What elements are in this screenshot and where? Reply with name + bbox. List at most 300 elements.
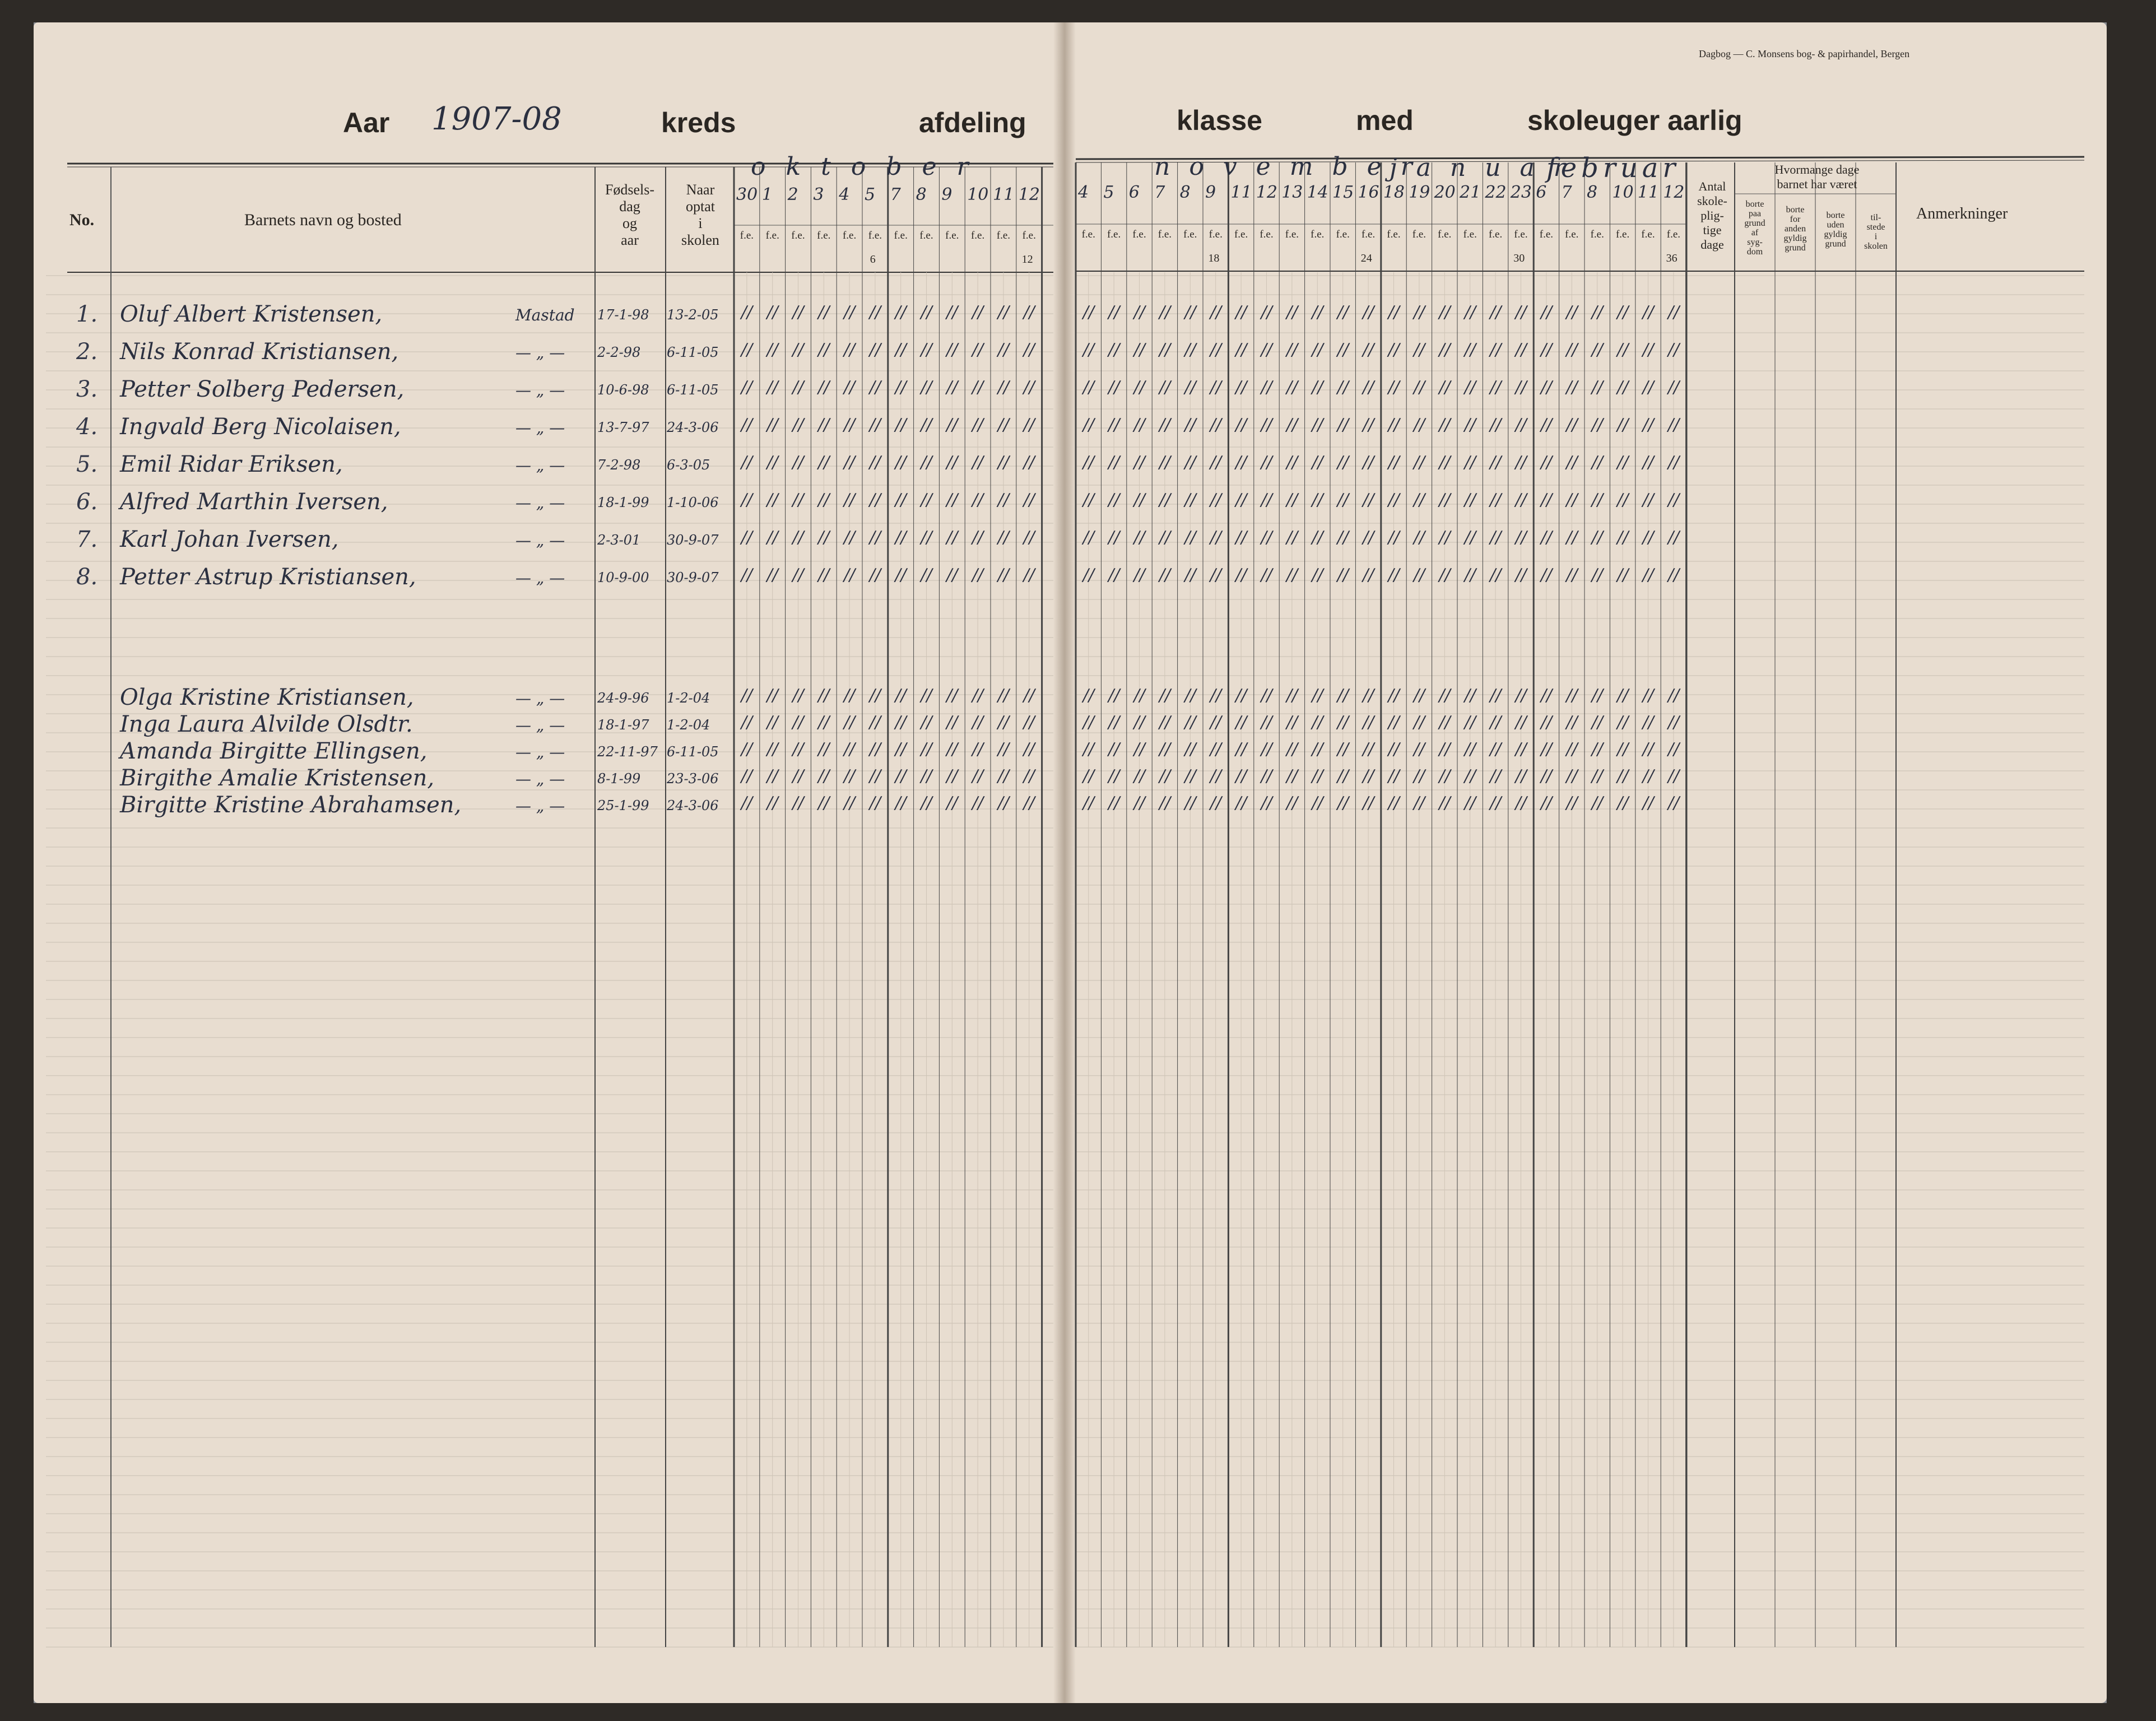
attendance-tick: // — [1082, 303, 1095, 322]
attendance-tick: // — [1082, 528, 1095, 547]
student-place: — „ — — [515, 381, 565, 399]
attendance-tick: // — [1642, 686, 1654, 705]
student-name: Inga Laura Alvilde Olsdtr. — [120, 711, 413, 737]
attendance-tick: // — [1159, 713, 1171, 732]
student-name: Olga Kristine Kristiansen, — [120, 685, 414, 710]
attendance-tick: // — [921, 490, 932, 510]
attendance-tick: // — [946, 340, 958, 360]
row-number: 3. — [76, 376, 98, 402]
attendance-tick: // — [1363, 303, 1374, 322]
aar-label: Aar — [343, 107, 390, 138]
student-name: Karl Johan Iversen, — [120, 527, 339, 552]
attendance-tick: // — [1133, 793, 1145, 813]
attendance-tick: // — [921, 766, 932, 786]
attendance-tick: // — [1668, 713, 1680, 732]
attendance-tick: // — [1439, 490, 1451, 510]
attendance-tick: // — [1312, 565, 1323, 585]
attendance-tick: // — [1235, 453, 1247, 472]
attendance-tick: // — [792, 793, 804, 813]
student-admitted: 6-11-05 — [667, 345, 719, 360]
student-name: Nils Konrad Kristiansen, — [120, 339, 399, 365]
attendance-tick: // — [1312, 340, 1323, 360]
row-number: 7. — [76, 527, 98, 552]
attendance-tick: // — [766, 739, 778, 759]
attendance-tick: // — [1133, 453, 1145, 472]
attendance-tick: // — [1235, 739, 1247, 759]
attendance-tick: // — [1159, 766, 1171, 786]
attendance-tick: // — [792, 303, 804, 322]
attendance-tick: // — [1642, 378, 1654, 397]
attendance-tick: // — [1159, 490, 1171, 510]
attendance-tick: // — [1490, 453, 1502, 472]
attendance-tick: // — [1261, 565, 1272, 585]
fe-label-right: f.e. — [1183, 229, 1197, 240]
attendance-tick: // — [1363, 453, 1374, 472]
attendance-tick: // — [1023, 739, 1035, 759]
attendance-tick: // — [946, 453, 958, 472]
day-number-left: 4 — [839, 185, 850, 204]
attendance-tick: // — [972, 490, 984, 510]
attendance-tick: // — [997, 378, 1010, 397]
fe-label-right: f.e. — [1387, 229, 1401, 240]
day-number-right: 11 — [1230, 183, 1252, 202]
afdeling-label: afdeling — [919, 107, 1026, 138]
fe-label-left: f.e. — [970, 230, 985, 241]
student-birth: 24-9-96 — [597, 690, 649, 706]
attendance-tick: // — [895, 793, 907, 813]
attendance-tick: // — [997, 303, 1010, 322]
attendance-tick: // — [997, 528, 1010, 547]
col-anden: borte for anden gyldig grund — [1783, 205, 1807, 253]
attendance-tick: // — [1388, 303, 1400, 322]
attendance-tick: // — [792, 713, 804, 732]
attendance-tick: // — [1439, 793, 1451, 813]
attendance-tick: // — [1023, 490, 1035, 510]
fe-label-right: f.e. — [1463, 229, 1477, 240]
student-place: — „ — — [515, 743, 565, 761]
attendance-tick: // — [1515, 303, 1527, 322]
col-anmerkninger: Anmerkninger — [1916, 205, 2008, 222]
week-number: 36 — [1666, 252, 1678, 264]
attendance-tick: // — [1617, 453, 1629, 472]
attendance-tick: // — [1617, 686, 1629, 705]
attendance-tick: // — [869, 490, 881, 510]
col-name: Barnets navn og bosted — [244, 211, 402, 229]
student-admitted: 6-11-05 — [667, 744, 719, 760]
attendance-tick: // — [1286, 565, 1298, 585]
attendance-tick: // — [1210, 490, 1222, 510]
attendance-tick: // — [997, 766, 1010, 786]
attendance-tick: // — [1337, 565, 1349, 585]
attendance-tick: // — [869, 453, 881, 472]
attendance-tick: // — [1490, 528, 1502, 547]
attendance-tick: // — [1235, 303, 1247, 322]
attendance-tick: // — [766, 713, 778, 732]
attendance-tick: // — [1668, 793, 1680, 813]
fe-label-left: f.e. — [842, 230, 857, 241]
day-number-right: 6 — [1128, 183, 1140, 202]
attendance-tick: // — [1388, 739, 1400, 759]
week-number: 12 — [1021, 253, 1033, 266]
attendance-tick: // — [1464, 453, 1476, 472]
attendance-tick: // — [1388, 686, 1400, 705]
attendance-tick: // — [1023, 528, 1035, 547]
attendance-tick: // — [1133, 766, 1145, 786]
day-number-right: 13 — [1281, 183, 1303, 202]
attendance-tick: // — [1184, 766, 1196, 786]
attendance-tick: // — [1337, 303, 1349, 322]
student-place: — „ — — [515, 494, 565, 512]
fe-label-right: f.e. — [1361, 229, 1376, 240]
attendance-tick: // — [1490, 490, 1502, 510]
student-admitted: 24-3-06 — [667, 420, 719, 435]
attendance-tick: // — [1108, 415, 1120, 435]
attendance-tick: // — [1490, 713, 1502, 732]
row-number: 6. — [76, 489, 98, 515]
attendance-tick: // — [1082, 739, 1095, 759]
attendance-tick: // — [1388, 713, 1400, 732]
attendance-tick: // — [1363, 378, 1374, 397]
month-oktober: oktober — [751, 152, 989, 181]
attendance-tick: // — [1337, 766, 1349, 786]
attendance-tick: // — [1566, 415, 1578, 435]
attendance-tick: // — [1363, 490, 1374, 510]
attendance-tick: // — [921, 686, 932, 705]
attendance-tick: // — [972, 415, 984, 435]
attendance-tick: // — [946, 766, 958, 786]
attendance-tick: // — [895, 528, 907, 547]
week-number: 30 — [1513, 252, 1525, 264]
col-birth: Fødsels- dag og aar — [605, 182, 655, 248]
skoleuger-label: skoleuger aarlig — [1527, 105, 1743, 136]
fe-label-right: f.e. — [1590, 229, 1604, 240]
attendance-tick: // — [869, 528, 881, 547]
attendance-tick: // — [1591, 793, 1604, 813]
attendance-tick: // — [1388, 453, 1400, 472]
attendance-tick: // — [1286, 490, 1298, 510]
attendance-tick: // — [1133, 415, 1145, 435]
attendance-tick: // — [972, 739, 984, 759]
attendance-tick: // — [1312, 453, 1323, 472]
fe-label-right: f.e. — [1615, 229, 1630, 240]
fe-label-right: f.e. — [1158, 229, 1172, 240]
attendance-tick: // — [1133, 686, 1145, 705]
attendance-tick: // — [1541, 686, 1553, 705]
attendance-tick: // — [741, 686, 753, 705]
row-number: 2. — [76, 339, 98, 365]
attendance-tick: // — [1023, 378, 1035, 397]
attendance-tick: // — [1312, 766, 1323, 786]
attendance-tick: // — [1541, 739, 1553, 759]
attendance-tick: // — [741, 453, 753, 472]
attendance-tick: // — [1337, 793, 1349, 813]
attendance-tick: // — [997, 739, 1010, 759]
attendance-tick: // — [844, 739, 856, 759]
attendance-tick: // — [869, 303, 881, 322]
attendance-tick: // — [921, 340, 932, 360]
attendance-tick: // — [1566, 793, 1578, 813]
student-birth: 10-6-98 — [597, 382, 649, 398]
attendance-tick: // — [1312, 739, 1323, 759]
attendance-tick: // — [1286, 686, 1298, 705]
med-label: med — [1356, 105, 1414, 136]
month-november: november — [1154, 152, 1432, 181]
fe-label-right: f.e. — [1514, 229, 1528, 240]
attendance-tick: // — [1668, 415, 1680, 435]
attendance-tick: // — [1541, 528, 1553, 547]
col-uden: borte uden gyldig grund — [1824, 211, 1847, 249]
student-name: Birgitte Kristine Abrahamsen, — [120, 792, 462, 818]
klasse-label: klasse — [1177, 105, 1262, 136]
attendance-tick: // — [1515, 415, 1527, 435]
attendance-tick: // — [1286, 453, 1298, 472]
fe-label-right: f.e. — [1488, 229, 1503, 240]
attendance-tick: // — [869, 415, 881, 435]
attendance-tick: // — [921, 415, 932, 435]
attendance-tick: // — [1159, 378, 1171, 397]
attendance-tick: // — [1642, 340, 1654, 360]
attendance-tick: // — [818, 713, 830, 732]
attendance-tick: // — [1261, 766, 1272, 786]
attendance-tick: // — [1642, 528, 1654, 547]
attendance-tick: // — [1210, 793, 1222, 813]
attendance-tick: // — [972, 378, 984, 397]
attendance-tick: // — [1566, 303, 1578, 322]
week-number: 18 — [1208, 252, 1220, 264]
attendance-tick: // — [792, 565, 804, 585]
attendance-tick: // — [1591, 453, 1604, 472]
attendance-tick: // — [1642, 793, 1654, 813]
attendance-tick: // — [1668, 565, 1680, 585]
attendance-tick: // — [869, 766, 881, 786]
attendance-tick: // — [1566, 528, 1578, 547]
attendance-tick: // — [972, 453, 984, 472]
col-no: No. — [69, 211, 95, 229]
attendance-tick: // — [1261, 378, 1272, 397]
attendance-tick: // — [766, 766, 778, 786]
attendance-tick: // — [1235, 378, 1247, 397]
fe-label-right: f.e. — [1438, 229, 1452, 240]
attendance-tick: // — [1668, 686, 1680, 705]
attendance-tick: // — [1515, 453, 1527, 472]
attendance-tick: // — [1490, 378, 1502, 397]
attendance-tick: // — [946, 303, 958, 322]
row-number: 4. — [76, 414, 98, 440]
attendance-tick: // — [1414, 340, 1425, 360]
attendance-tick: // — [1023, 793, 1035, 813]
attendance-tick: // — [1617, 739, 1629, 759]
attendance-tick: // — [921, 378, 932, 397]
student-place: — „ — — [515, 343, 565, 362]
row-number: 1. — [76, 301, 98, 327]
attendance-tick: // — [792, 490, 804, 510]
attendance-tick: // — [869, 739, 881, 759]
student-admitted: 30-9-07 — [667, 532, 719, 548]
publisher-credit: Dagbog — C. Monsens bog- & papirhandel, Bergen — [1699, 48, 1910, 59]
attendance-tick: // — [1108, 686, 1120, 705]
col-hvor-header: Hvormange dage barnet har været — [1774, 162, 1860, 191]
attendance-tick: // — [1286, 303, 1298, 322]
attendance-tick: // — [1235, 565, 1247, 585]
student-name: Petter Solberg Pedersen, — [120, 376, 405, 402]
attendance-tick: // — [1312, 378, 1323, 397]
attendance-tick: // — [766, 565, 778, 585]
attendance-tick: // — [1464, 713, 1476, 732]
attendance-tick: // — [1464, 528, 1476, 547]
attendance-tick: // — [1159, 793, 1171, 813]
fe-label-left: f.e. — [765, 230, 779, 241]
student-place: Mastad — [515, 306, 575, 324]
attendance-tick: // — [946, 415, 958, 435]
attendance-tick: // — [818, 378, 830, 397]
attendance-tick: // — [1515, 565, 1527, 585]
day-number-right: 20 — [1434, 183, 1456, 202]
attendance-tick: // — [1388, 766, 1400, 786]
day-number-right: 12 — [1663, 183, 1685, 202]
day-number-left: 11 — [993, 185, 1015, 204]
attendance-tick: // — [1490, 565, 1502, 585]
attendance-tick: // — [1184, 565, 1196, 585]
attendance-tick: // — [1515, 766, 1527, 786]
attendance-tick: // — [972, 528, 984, 547]
attendance-tick: // — [1363, 793, 1374, 813]
attendance-tick: // — [1642, 490, 1654, 510]
fe-label-right: f.e. — [1107, 229, 1121, 240]
attendance-tick: // — [1108, 378, 1120, 397]
attendance-tick: // — [1235, 340, 1247, 360]
attendance-tick: // — [1023, 340, 1035, 360]
fe-label-right: f.e. — [1260, 229, 1274, 240]
attendance-tick: // — [946, 713, 958, 732]
attendance-tick: // — [972, 686, 984, 705]
attendance-tick: // — [1159, 340, 1171, 360]
attendance-tick: // — [1439, 415, 1451, 435]
attendance-tick: // — [844, 378, 856, 397]
fe-label-right: f.e. — [1132, 229, 1146, 240]
student-birth: 10-9-00 — [597, 570, 649, 585]
attendance-tick: // — [1082, 490, 1095, 510]
attendance-tick: // — [1642, 766, 1654, 786]
attendance-tick: // — [1261, 415, 1272, 435]
day-number-left: 12 — [1018, 185, 1040, 204]
attendance-tick: // — [818, 490, 830, 510]
attendance-tick: // — [1184, 303, 1196, 322]
attendance-tick: // — [1363, 739, 1374, 759]
attendance-tick: // — [1617, 303, 1629, 322]
attendance-tick: // — [844, 713, 856, 732]
attendance-tick: // — [997, 793, 1010, 813]
attendance-tick: // — [1082, 453, 1095, 472]
attendance-tick: // — [997, 490, 1010, 510]
attendance-tick: // — [844, 340, 856, 360]
day-number-left: 1 — [761, 185, 773, 204]
attendance-tick: // — [1591, 303, 1604, 322]
attendance-tick: // — [946, 378, 958, 397]
attendance-tick: // — [1337, 739, 1349, 759]
fe-label-left: f.e. — [894, 230, 908, 241]
attendance-tick: // — [1286, 793, 1298, 813]
attendance-tick: // — [1414, 766, 1425, 786]
attendance-tick: // — [1363, 686, 1374, 705]
day-number-left: 5 — [865, 185, 876, 204]
attendance-tick: // — [1363, 415, 1374, 435]
student-admitted: 13-2-05 — [667, 307, 719, 323]
attendance-tick: // — [1312, 415, 1323, 435]
student-name: Oluf Albert Kristensen, — [120, 301, 383, 327]
attendance-tick: // — [1184, 528, 1196, 547]
fe-label-left: f.e. — [740, 230, 754, 241]
attendance-tick: // — [1388, 793, 1400, 813]
student-admitted: 6-11-05 — [667, 382, 719, 398]
attendance-tick: // — [1312, 713, 1323, 732]
attendance-tick: // — [1363, 713, 1374, 732]
fe-label-left: f.e. — [945, 230, 959, 241]
attendance-tick: // — [1388, 528, 1400, 547]
attendance-tick: // — [1363, 766, 1374, 786]
attendance-tick: // — [1235, 528, 1247, 547]
month-februar: februar — [1546, 152, 1680, 184]
attendance-tick: // — [1515, 713, 1527, 732]
attendance-tick: // — [1515, 793, 1527, 813]
attendance-tick: // — [1337, 340, 1349, 360]
attendance-tick: // — [818, 686, 830, 705]
attendance-tick: // — [792, 378, 804, 397]
attendance-tick: // — [1184, 340, 1196, 360]
day-number-right: 9 — [1205, 183, 1216, 202]
attendance-tick: // — [921, 453, 932, 472]
student-place: — „ — — [515, 456, 565, 475]
attendance-tick: // — [972, 766, 984, 786]
student-place: — „ — — [515, 716, 565, 734]
attendance-tick: // — [1184, 453, 1196, 472]
attendance-tick: // — [921, 739, 932, 759]
attendance-tick: // — [1388, 490, 1400, 510]
attendance-tick: // — [1082, 766, 1095, 786]
attendance-tick: // — [1210, 340, 1222, 360]
attendance-tick: // — [818, 528, 830, 547]
attendance-tick: // — [741, 793, 753, 813]
attendance-tick: // — [1414, 565, 1425, 585]
attendance-tick: // — [766, 415, 778, 435]
attendance-tick: // — [1439, 739, 1451, 759]
attendance-tick: // — [1261, 739, 1272, 759]
attendance-tick: // — [1133, 739, 1145, 759]
attendance-tick: // — [1566, 453, 1578, 472]
attendance-tick: // — [1082, 415, 1095, 435]
attendance-tick: // — [1235, 686, 1247, 705]
student-place: — „ — — [515, 569, 565, 587]
attendance-tick: // — [1591, 415, 1604, 435]
fe-label-right: f.e. — [1209, 229, 1223, 240]
fe-label-left: f.e. — [868, 230, 882, 241]
attendance-tick: // — [1337, 378, 1349, 397]
attendance-tick: // — [1286, 766, 1298, 786]
student-name: Ingvald Berg Nicolaisen, — [120, 414, 401, 440]
attendance-tick: // — [1337, 528, 1349, 547]
student-birth: 17-1-98 — [597, 307, 649, 323]
attendance-tick: // — [1515, 528, 1527, 547]
attendance-tick: // — [1023, 766, 1035, 786]
day-number-left: 8 — [916, 185, 927, 204]
attendance-tick: // — [1082, 340, 1095, 360]
attendance-tick: // — [1668, 766, 1680, 786]
attendance-tick: // — [741, 303, 753, 322]
col-admitted: Naar optat i skolen — [681, 182, 719, 248]
attendance-tick: // — [997, 686, 1010, 705]
attendance-tick: // — [1515, 686, 1527, 705]
attendance-tick: // — [1261, 713, 1272, 732]
attendance-tick: // — [1210, 453, 1222, 472]
